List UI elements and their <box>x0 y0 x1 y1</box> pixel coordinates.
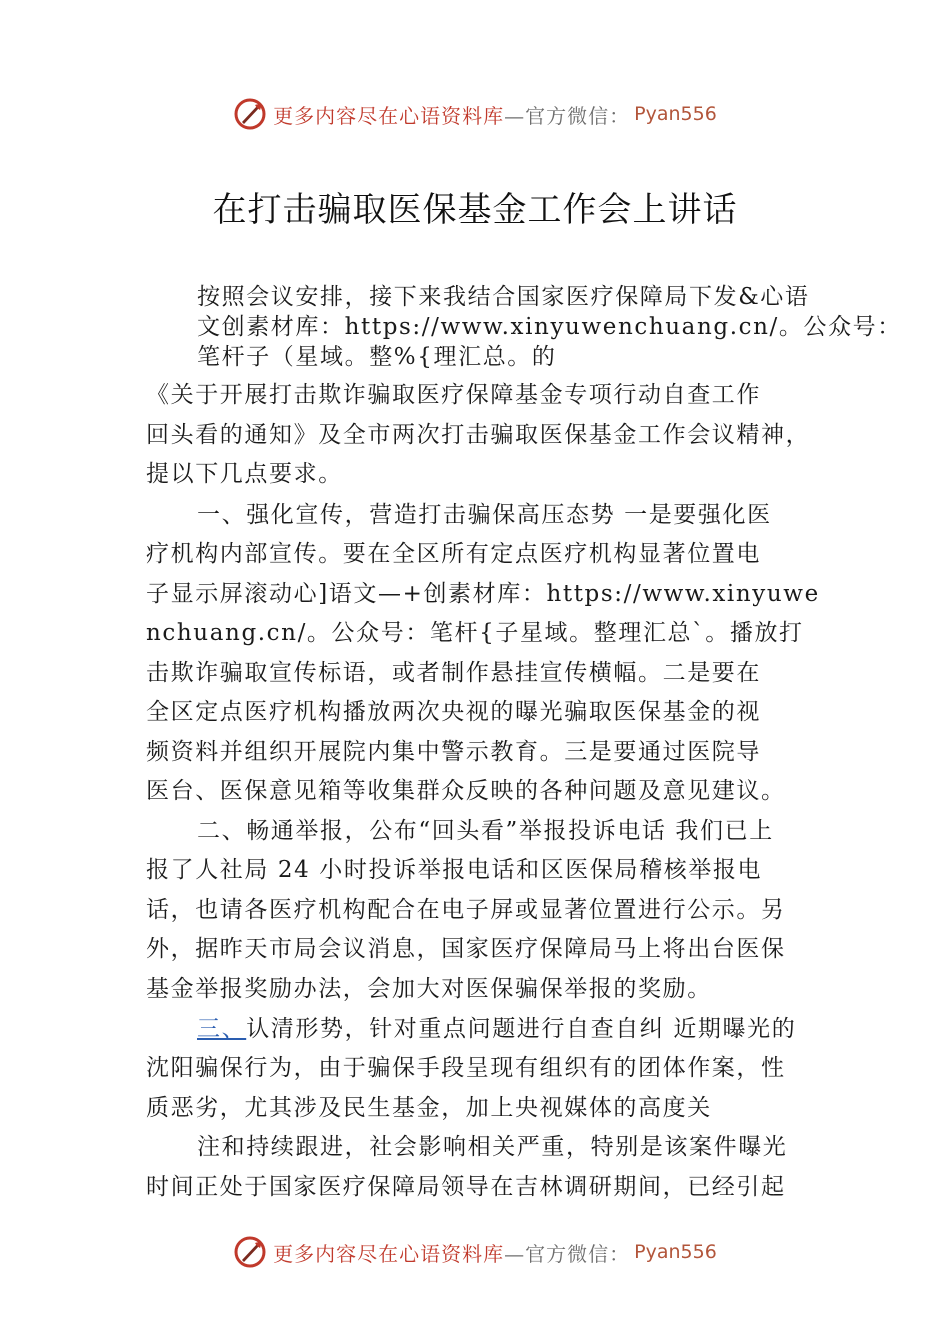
body-line: 基金举报奖励办法，会加大对医保骗保举报的奖励。 <box>146 976 712 1002</box>
body-line: 注和持续跟进，社会影响相关严重，特别是该案件曝光 <box>197 1134 788 1160</box>
banner-gray-text: —官方微信： <box>504 103 631 128</box>
body-line: 时间正处于国家医疗保障局领导在吉林调研期间，已经引起 <box>146 1174 786 1200</box>
body-line: 质恶劣，尤其涉及民生基金，加上央视媒体的高度关 <box>146 1095 712 1121</box>
section-three-link[interactable]: 三、 <box>197 1016 247 1042</box>
body-line: 提以下几点要求。 <box>146 461 343 487</box>
body-line: 二、畅通举报，公布“回头看”举报投诉电话 我们已上 <box>197 818 774 844</box>
body-line: 《关于开展打击欺诈骗取医疗保障基金专项行动自查工作 <box>146 382 761 408</box>
banner-wechat-id: Pyan556 <box>634 103 717 125</box>
body-line: 沈阳骗保行为，由于骗保手段呈现有组织有的团体作案，性 <box>146 1055 786 1081</box>
banner-red-text: 更多内容尽在心语资料库 <box>273 1241 505 1266</box>
body-line: 文创素材库：https://www.xinyuwenchuang.cn/。公众号： <box>197 314 902 340</box>
body-line: 外，据昨天市局会议消息，国家医疗保障局马上将出台医保 <box>146 936 786 962</box>
section-three-line <box>197 1014 796 1044</box>
quill-logo-icon <box>233 97 267 131</box>
banner-red-text: 更多内容尽在心语资料库 <box>273 103 505 128</box>
quill-logo-icon <box>233 1235 267 1269</box>
body-line: 回头看的通知》及全市两次打击骗取医保基金工作会议精神， <box>146 422 811 448</box>
body-line: 话，也请各医疗机构配合在电子屏或显著位置进行公示。另 <box>146 897 786 923</box>
body-line: 全区定点医疗机构播放两次央视的曝光骗取医保基金的视 <box>146 699 761 725</box>
body-line: 子显示屏滚动心]语文—+创素材库：https://www.xinyuwe <box>146 581 820 607</box>
body-line: 击欺诈骗取宣传标语，或者制作悬挂宣传横幅。二是要在 <box>146 660 761 686</box>
banner-wechat-id: Pyan556 <box>634 1241 717 1263</box>
body-line: nchuang.cn/。公众号：笔杆{子星域。整理汇总`。播放打 <box>146 620 804 646</box>
body-line: 笔杆子（星域。整%{理汇总。的 <box>197 344 557 370</box>
body-line: 按照会议安排，接下来我结合国家医疗保障局下发&心语 <box>197 284 810 310</box>
body-line: 一、强化宣传，营造打击骗保高压态势 一是要强化医 <box>197 502 772 528</box>
body-line: 医台、医保意见箱等收集群众反映的各种问题及意见建议。 <box>146 778 786 804</box>
body-line: 频资料并组织开展院内集中警示教育。三是要通过医院导 <box>146 739 761 765</box>
banner-gray-text: —官方微信： <box>504 1241 631 1266</box>
body-line: 疗机构内部宣传。要在全区所有定点医疗机构显著位置电 <box>146 541 761 567</box>
header-banner <box>0 94 950 134</box>
footer-banner <box>0 1232 950 1272</box>
page-title: 在打击骗取医保基金工作会上讲话 <box>212 190 738 230</box>
body-line-text: 认清形势，针对重点问题进行自查自纠 近期曝光的 <box>246 1016 797 1042</box>
body-line: 报了人社局 24 小时投诉举报电话和区医保局稽核举报电 <box>146 857 763 883</box>
